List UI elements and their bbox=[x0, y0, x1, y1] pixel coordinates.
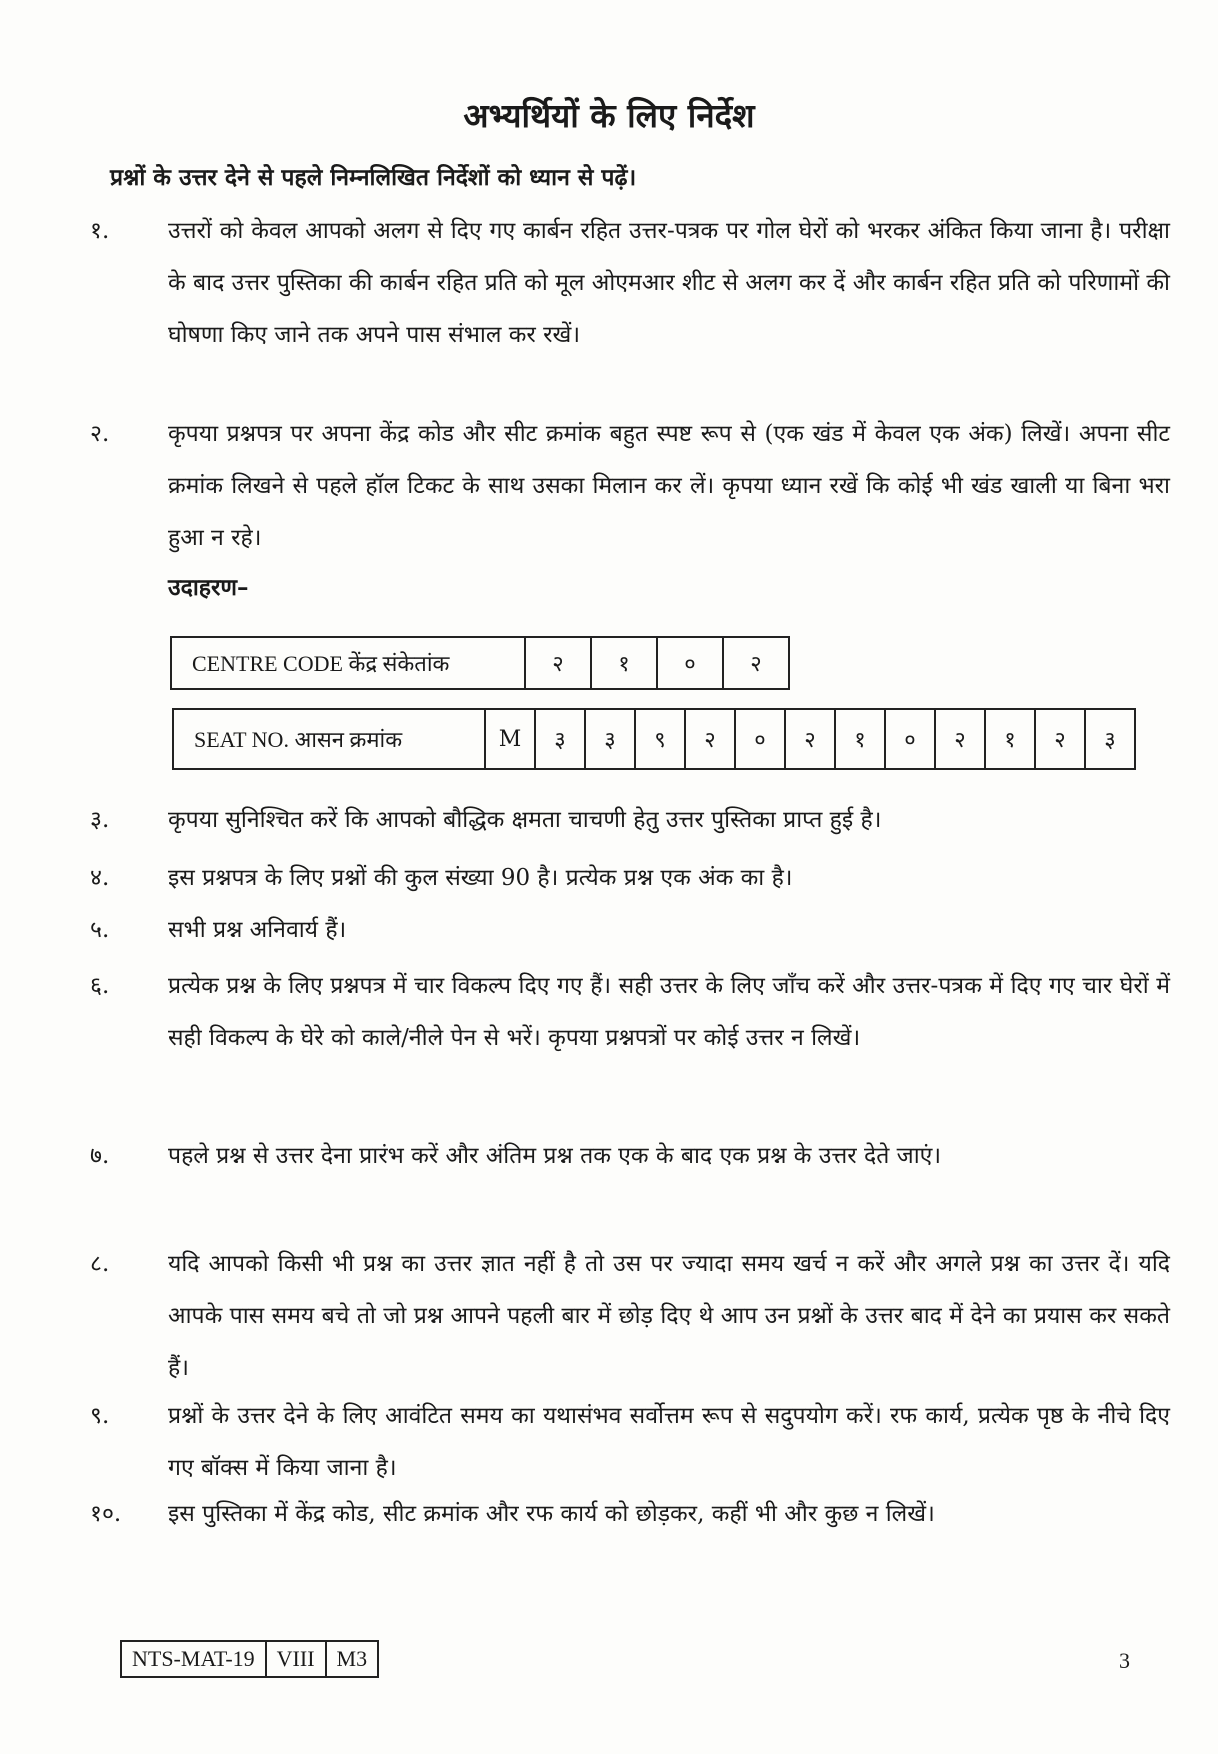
seat-number-digit: २ bbox=[935, 709, 985, 769]
set-code: M3 bbox=[326, 1641, 379, 1677]
seat-number-digit: २ bbox=[1035, 709, 1085, 769]
instruction-item bbox=[90, 1130, 1170, 1182]
centre-code-digit: ० bbox=[657, 637, 723, 689]
instruction-text: प्रत्येक प्रश्न के लिए प्रश्नपत्र में चार विकल्प दिए गए हैं। सही उत्तर के लिए जाँच करें और उत्तर-पत्रक में दिए गए चार घेरों में सही विकल्प के घेरे को काले/नीले पेन से भरें। कृपया प्रश्नपत्रों पर कोई उत्तर न लिखें। bbox=[168, 973, 1170, 1051]
instruction-item bbox=[90, 852, 1170, 904]
instruction-item bbox=[90, 408, 1170, 564]
instruction-item bbox=[90, 1488, 1170, 1540]
instruction-item bbox=[90, 1390, 1170, 1494]
instruction-number: ३. bbox=[90, 807, 110, 833]
seat-number-digit: ३ bbox=[535, 709, 585, 769]
seat-number-digit: ३ bbox=[1085, 709, 1135, 769]
page-number: 3 bbox=[1119, 1648, 1130, 1673]
instruction-number: ४. bbox=[90, 865, 110, 891]
seat-number-digit: ३ bbox=[585, 709, 635, 769]
seat-number-digit: १ bbox=[985, 709, 1035, 769]
seat-number-digit: ० bbox=[885, 709, 935, 769]
seat-number-digit: १ bbox=[835, 709, 885, 769]
instruction-text: यदि आपको किसी भी प्रश्न का उत्तर ज्ञात नहीं है तो उस पर ज्यादा समय खर्च न करें और अगले प्रश्न का उत्तर दें। यदि आपके पास समय बचे तो जो प्रश्न आपने पहली बार में छोड़ दिए थे आप उन प्रश्नों के उत्तर बाद में देने का प्रयास कर सकते हैं। bbox=[168, 1251, 1170, 1381]
paper-code: NTS-MAT-19 bbox=[121, 1641, 266, 1677]
instruction-item bbox=[90, 960, 1170, 1064]
instruction-item bbox=[90, 1238, 1170, 1394]
page-subtitle: प्रश्नों के उत्तर देने से पहले निम्नलिखित निर्देशों को ध्यान से पढ़ें। bbox=[110, 164, 637, 191]
instruction-text: प्रश्नों के उत्तर देने के लिए आवंटित समय का यथासंभव सर्वोत्तम रूप से सदुपयोग करें। रफ कार्य, प्रत्येक पृष्ठ के नीचे दिए गए बॉक्स में किया जाना है। bbox=[168, 1403, 1170, 1481]
example-label: उदाहरण– bbox=[168, 574, 249, 601]
seat-number-digit: ९ bbox=[635, 709, 685, 769]
instruction-item bbox=[90, 794, 1170, 846]
instruction-number: २. bbox=[90, 421, 110, 447]
instruction-text: कृपया प्रश्नपत्र पर अपना केंद्र कोड और सीट क्रमांक बहुत स्पष्ट रूप से (एक खंड में केवल एक अंक) लिखें। अपना सीट क्रमांक लिखने से पहले हॉल टिकट के साथ उसका मिलान कर लें। कृपया ध्यान रखें कि कोई भी खंड खाली या बिना भरा हुआ न रहे। bbox=[168, 421, 1170, 551]
instruction-number: ६. bbox=[90, 973, 110, 999]
centre-code-label: CENTRE CODE केंद्र संकेतांक bbox=[171, 637, 525, 689]
instruction-number: ८. bbox=[90, 1251, 110, 1277]
seat-number-digit: M bbox=[485, 709, 535, 769]
instruction-text: इस प्रश्नपत्र के लिए प्रश्नों की कुल संख्या 90 है। प्रत्येक प्रश्न एक अंक का है। bbox=[168, 865, 793, 891]
seat-number-box bbox=[172, 708, 1136, 770]
seat-number-digit: ० bbox=[735, 709, 785, 769]
page-title: अभ्यर्थियों के लिए निर्देश bbox=[463, 96, 755, 135]
instruction-number: १. bbox=[90, 218, 110, 244]
centre-code-digit: २ bbox=[525, 637, 591, 689]
instruction-number: १०. bbox=[90, 1501, 122, 1527]
seat-number-digit: २ bbox=[685, 709, 735, 769]
instruction-number: ५. bbox=[90, 917, 110, 943]
instruction-text: सभी प्रश्न अनिवार्य हैं। bbox=[168, 917, 347, 943]
instruction-item bbox=[90, 904, 1170, 956]
instruction-text: पहले प्रश्न से उत्तर देना प्रारंभ करें और अंतिम प्रश्न तक एक के बाद एक प्रश्न के उत्तर देते जाएं। bbox=[168, 1143, 942, 1169]
instruction-item bbox=[90, 205, 1170, 361]
instruction-text: उत्तरों को केवल आपको अलग से दिए गए कार्बन रहित उत्तर-पत्रक पर गोल घेरों को भरकर अंकित किया जाना है। परीक्षा के बाद उत्तर पुस्तिका की कार्बन रहित प्रति को मूल ओएमआर शीट से अलग कर दें और कार्बन रहित प्रति को परिणामों की घोषणा किए जाने तक अपने पास संभाल कर रखें। bbox=[168, 218, 1170, 348]
paper-code-box bbox=[120, 1640, 379, 1678]
seat-number-digit: २ bbox=[785, 709, 835, 769]
instruction-number: ९. bbox=[90, 1403, 110, 1429]
centre-code-digit: २ bbox=[723, 637, 789, 689]
class-code: VIII bbox=[266, 1641, 326, 1677]
instruction-text: कृपया सुनिश्चित करें कि आपको बौद्धिक क्षमता चाचणी हेतु उत्तर पुस्तिका प्राप्त हुई है। bbox=[168, 807, 882, 833]
instruction-text: इस पुस्तिका में केंद्र कोड, सीट क्रमांक और रफ कार्य को छोड़कर, कहीं भी और कुछ न लिखें। bbox=[168, 1501, 935, 1527]
seat-number-label: SEAT NO. आसन क्रमांक bbox=[173, 709, 485, 769]
instruction-number: ७. bbox=[90, 1143, 110, 1169]
centre-code-box bbox=[170, 636, 790, 690]
centre-code-digit: १ bbox=[591, 637, 657, 689]
